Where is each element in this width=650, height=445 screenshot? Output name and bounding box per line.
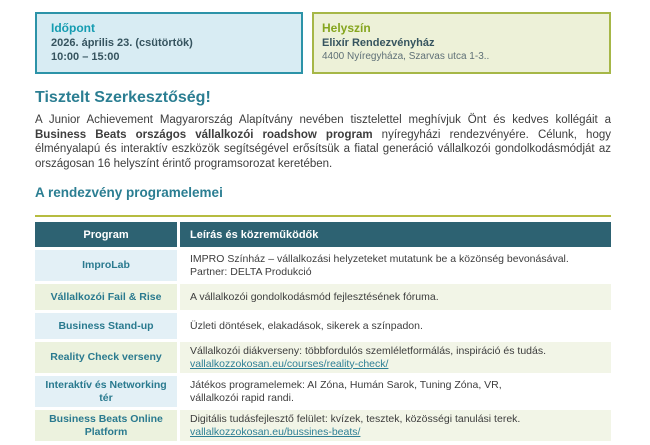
description-cell bbox=[180, 313, 611, 339]
program-description-line: Vállalkozói diákverseny: többfordulós szemléletformálás, inspiráció és tudás. bbox=[190, 345, 547, 357]
description-column-header: Leírás és közreműködők bbox=[180, 222, 611, 247]
table-row bbox=[35, 410, 611, 441]
intro-text-bold: Business Beats országos vállalkozói roadshow program bbox=[35, 128, 373, 141]
program-description-line: vállalkozói rapid randi. bbox=[190, 391, 294, 404]
table-row bbox=[35, 342, 611, 373]
program-description-line: Játékos programelemek: AI Zóna, Humán Sarok, Tuning Zóna, VR, bbox=[190, 379, 502, 391]
program-description-line: Digitális tudásfejlesztő felület: kvízek, tesztek, közösségi tanulási terek. bbox=[190, 413, 521, 425]
program-description-line: IMPRO Színház – vállalkozási helyzeteket mutatunk be a közönség bevonásával. bbox=[190, 253, 569, 265]
table-body bbox=[35, 250, 611, 441]
time-info-box bbox=[35, 12, 303, 74]
program-cell: ImproLab bbox=[35, 250, 177, 281]
program-link[interactable]: vallalkozzokosan.eu/bussines-beats/ bbox=[190, 425, 361, 438]
event-date: 2026. április 23. (csütörtök) bbox=[51, 37, 193, 49]
intro-text-before: A Junior Achievement Magyarország Alapítvány nevében tisztelettel meghívjuk Önt és kedves kollégáit a bbox=[35, 114, 611, 126]
program-link[interactable]: vallalkozzokosan.eu/courses/reality-check/ bbox=[190, 357, 389, 370]
description-cell bbox=[180, 284, 611, 310]
section-divider bbox=[35, 215, 611, 217]
table-row bbox=[35, 376, 611, 407]
program-description-line: Partner: DELTA Produkció bbox=[190, 265, 312, 278]
description-cell bbox=[180, 410, 611, 441]
greeting-heading: Tisztelt Szerkesztőség! bbox=[35, 89, 211, 106]
time-box-title: Időpont bbox=[51, 21, 95, 35]
program-cell: Vállalkozói Fail & Rise bbox=[35, 284, 177, 310]
event-info-boxes bbox=[35, 12, 611, 74]
program-cell: Interaktív és Networking tér bbox=[35, 376, 177, 407]
table-row bbox=[35, 284, 611, 310]
venue-info-box bbox=[312, 12, 611, 74]
description-cell bbox=[180, 342, 611, 373]
table-row bbox=[35, 313, 611, 339]
program-description-line: A vállalkozói gondolkodásmód fejlesztésének fóruma. bbox=[190, 290, 439, 303]
description-cell bbox=[180, 376, 611, 407]
event-hours: 10:00 – 15:00 bbox=[51, 51, 120, 63]
description-cell bbox=[180, 250, 611, 281]
venue-address: 4400 Nyíregyháza, Szarvas utca 1-3.. bbox=[322, 51, 490, 62]
table-row bbox=[35, 250, 611, 281]
page bbox=[35, 12, 611, 441]
venue-name: Elixír Rendezvényház bbox=[322, 37, 435, 49]
table-header-row bbox=[35, 222, 611, 247]
program-cell: Business Stand-up bbox=[35, 313, 177, 339]
intro-text-after: nyíregyházi rendezvényére. Célunk, hogy élményalapú és interaktív eszközök segítségével erősítsük a fiatal generáció vállalkozói gondolkodásmódját az országosan 16 helyszínt érintő programsorozat keretében. bbox=[35, 128, 611, 170]
program-column-header: Program bbox=[35, 222, 177, 247]
program-description-line: Üzleti döntések, elakadások, sikerek a színpadon. bbox=[190, 319, 423, 332]
venue-box-title: Helyszín bbox=[322, 21, 371, 35]
program-cell: Reality Check verseny bbox=[35, 342, 177, 373]
intro-paragraph bbox=[35, 113, 611, 171]
program-cell: Business Beats Online Platform bbox=[35, 410, 177, 441]
section-title: A rendezvény programelemei bbox=[35, 185, 223, 200]
program-table bbox=[35, 222, 611, 441]
